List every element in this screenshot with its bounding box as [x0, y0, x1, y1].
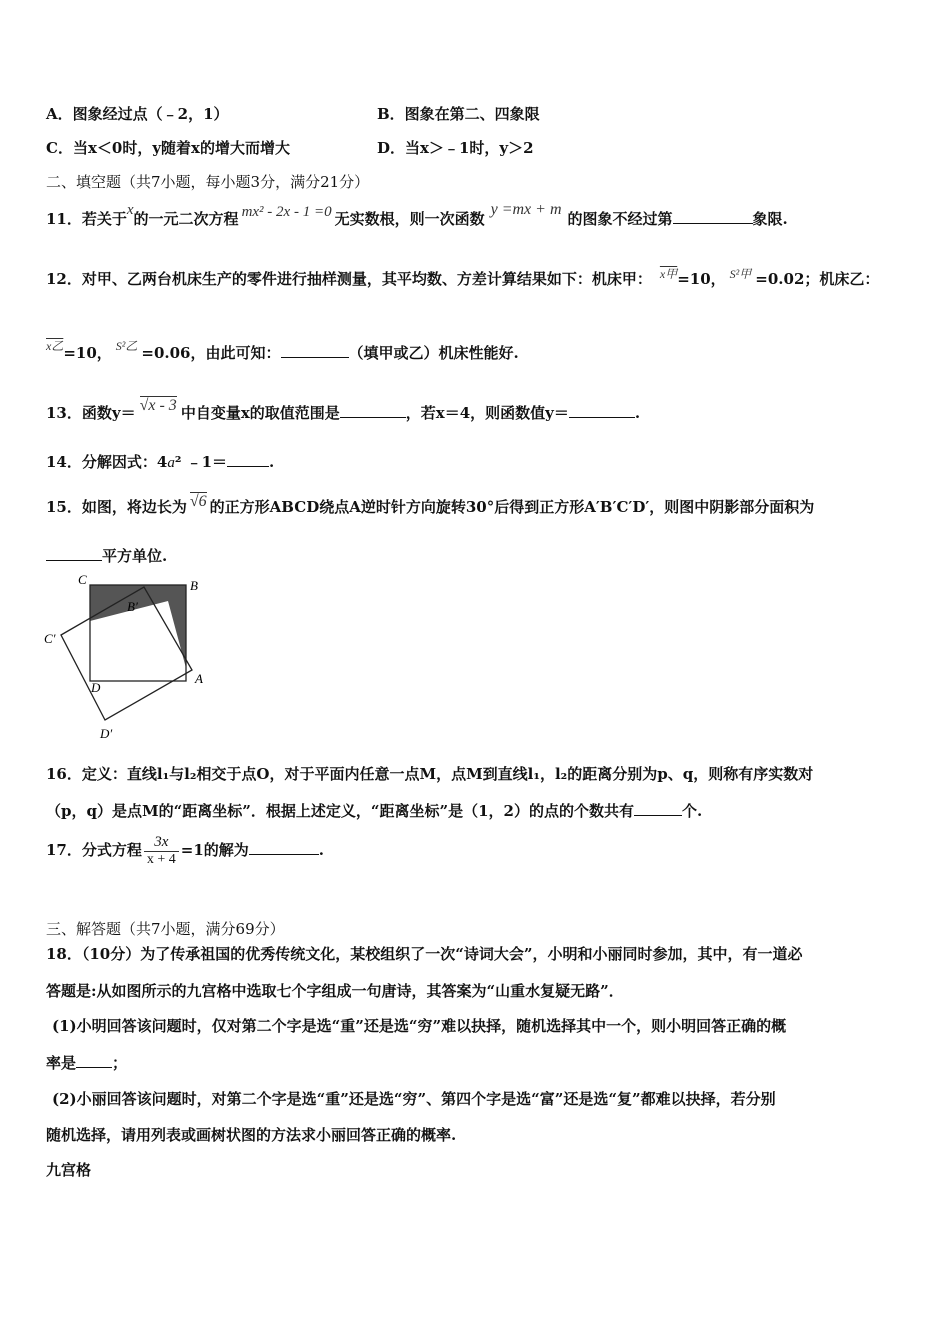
q16-text-2: 个. — [681, 802, 703, 820]
q13-text-1: 13．函数y＝ — [46, 404, 136, 422]
q11-answer-blank[interactable] — [673, 209, 753, 224]
q12-line-2 — [46, 339, 519, 363]
q18-line-5: (2)小丽回答该问题时，对第二个字是选“重”还是选“穷”、第四个字是选“富”还是选“复”都难以抉择，若分别 — [52, 1090, 776, 1108]
q14-text-1: 14．分解因式：4 — [46, 453, 168, 471]
q12-eq10-yi: =10， — [63, 344, 112, 362]
q11-text-4: 的图象不经过第 — [567, 210, 673, 228]
q11-text-1: 11．若关于 — [46, 210, 127, 228]
q18-line-2: 答题是:从如图所示的九宫格中选取七个字组成一句唐诗，其答案为“山重水复疑无路”． — [46, 982, 624, 1000]
q18-text-4a: 率是 — [46, 1054, 77, 1072]
label-c-prime: C′ — [44, 631, 56, 646]
q11-text-2: 的一元二次方程 — [133, 210, 239, 228]
q14 — [46, 451, 274, 472]
q11-equation-2: y =mx + m — [490, 201, 562, 218]
shaded-region — [90, 585, 186, 668]
q17-text-3: . — [318, 841, 325, 859]
q10-option-a: A．图象经过点（﹣2，1） — [46, 105, 229, 123]
q14-answer-blank[interactable] — [227, 452, 269, 467]
q17-text-2: =1的解为 — [180, 841, 249, 859]
q16-line-2 — [46, 800, 702, 821]
q14-text-2: ² ﹣1＝ — [174, 453, 228, 471]
q12-answer-blank[interactable] — [281, 343, 349, 358]
label-d: D — [91, 680, 101, 695]
q15-figure — [40, 568, 220, 748]
q18-line-3: (1)小明回答该问题时，仅对第二个字是选“重”还是选“穷”难以抉择，随机选择其中一个，则小明回答正确的概 — [52, 1017, 787, 1035]
q15-answer-blank[interactable] — [46, 546, 102, 561]
q12-text-4: （填甲或乙）机床性能好. — [348, 344, 519, 362]
q11-equation-1: mx² - 2x - 1 =0 — [241, 204, 332, 220]
q13-text-3: ，若x＝4，则函数值y＝ — [405, 404, 569, 422]
q18-answer-blank[interactable] — [76, 1053, 112, 1068]
label-d-prime: D′ — [100, 726, 113, 741]
q12-xbar-jia: x甲 — [659, 267, 678, 281]
q15-line-1 — [46, 493, 815, 517]
q12-line-1 — [46, 268, 879, 289]
q12-eq10-jia: =10， — [677, 270, 726, 288]
q15-line-2 — [46, 545, 167, 566]
q14-text-3: . — [269, 453, 275, 471]
q18-line-7: 九宫格 — [46, 1161, 92, 1179]
q17-fraction — [144, 834, 179, 868]
q10-option-b: B．图象在第二、四象限 — [377, 105, 540, 123]
q15-text-1: 15．如图，将边长为 — [46, 498, 187, 516]
q12-text-3: =0.06，由此可知： — [141, 344, 281, 362]
q15-text-2: 的正方形ABCD绕点A逆时针方向旋转30°后得到正方形A′B′C′D′，则图中阴影部分面积为 — [209, 498, 815, 516]
q16-line-1: 16．定义：直线l₁与l₂相交于点O，对于平面内任意一点M，点M到直线l₁，l₂的距离分别为p、q，则称有序实数对 — [46, 765, 814, 783]
q18-text-4b: ； — [112, 1054, 128, 1072]
section2-header: 二、填空题（共7小题，每小题3分，满分21分） — [46, 173, 370, 191]
q12-s2-yi: S²乙 — [115, 339, 138, 353]
q11-var-x: x — [126, 202, 134, 218]
q12-text-2: =0.02；机床乙： — [755, 270, 880, 288]
q13-answer-blank-2[interactable] — [569, 403, 635, 418]
q13-text-2: 中自变量x的取值范围是 — [180, 404, 340, 422]
q16-text-1: （p，q）是点M的“距离坐标”．根据上述定义，“距离坐标”是（1，2）的点的个数共有 — [46, 802, 634, 820]
q13 — [46, 397, 641, 423]
q14-var-a: a — [167, 455, 175, 471]
q11-text-5: 象限. — [752, 210, 788, 228]
q13-answer-blank-1[interactable] — [340, 403, 406, 418]
q13-text-4: . — [634, 404, 641, 422]
q12-text-1: 12．对甲、乙两台机床生产的零件进行抽样测量，其平均数、方差计算结果如下：机床甲： — [46, 270, 652, 288]
q11 — [46, 201, 788, 229]
q12-xbar-yi: x乙 — [46, 339, 64, 353]
label-a: A — [195, 671, 203, 686]
q17-numerator: 3x — [144, 834, 179, 852]
q11-text-3: 无实数根，则一次函数 — [334, 210, 485, 228]
q17-denominator: x + 4 — [146, 852, 176, 867]
q17-answer-blank[interactable] — [249, 840, 319, 855]
label-b: B — [190, 578, 198, 593]
q15-text-3: 平方单位. — [102, 547, 168, 565]
section3-header: 三、解答题（共7小题，满分69分） — [46, 920, 285, 938]
q18-line-6: 随机选择，请用列表或画树状图的方法求小丽回答正确的概率. — [46, 1126, 457, 1144]
q17-text-1: 17．分式方程 — [46, 841, 142, 859]
q18-line-1: 18．（10分）为了传承祖国的优秀传统文化，某校组织了一次“诗词大会”，小明和小丽同时参加，其中，有一道必 — [46, 945, 803, 963]
label-b-prime: B′ — [127, 599, 138, 614]
q15-sqrt6: √6 — [189, 493, 207, 510]
label-c: C — [78, 572, 87, 587]
q13-sqrt: √x - 3 — [139, 397, 177, 414]
q18-line-4 — [46, 1052, 127, 1073]
q10-option-c: C．当x＜0时，y随着x的增大而增大 — [46, 139, 290, 157]
q17 — [46, 834, 324, 868]
q12-s2-jia: S²甲 — [729, 267, 752, 281]
q10-option-d: D．当x＞﹣1时，y＞2 — [377, 139, 534, 157]
q16-answer-blank[interactable] — [634, 801, 682, 816]
